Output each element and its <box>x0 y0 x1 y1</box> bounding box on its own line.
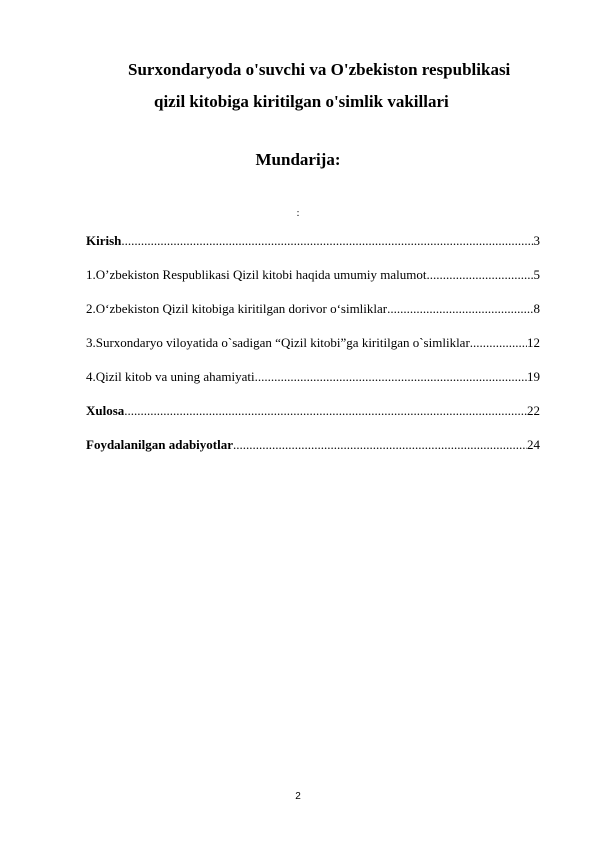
toc-entry-page: 5 <box>533 267 540 282</box>
toc-dot-leader <box>121 228 533 254</box>
toc-entry-1[interactable] <box>86 262 540 296</box>
toc-entry-kirish[interactable] <box>86 228 540 262</box>
contents-heading: Mundarija: <box>255 150 341 169</box>
toc-entry-label: Foydalanilgan adabiyotlar <box>86 437 233 452</box>
toc-dot-leader <box>255 364 527 390</box>
toc-entry-page: 8 <box>533 301 540 316</box>
toc-entry-label: Kirish <box>86 233 122 248</box>
toc-entry-2[interactable] <box>86 296 540 330</box>
toc-entry-label: 4.Qizil kitob va uning ahamiyati <box>86 369 255 384</box>
toc-entry-page: 22 <box>527 403 540 418</box>
toc-dot-leader <box>427 262 534 288</box>
toc-entry-label: 1.O’zbekiston Respublikasi Qizil kitobi haqida umumiy malumot <box>86 267 427 282</box>
toc-entry-label: 3.Surxondaryo viloyatida o`sadigan “Qizil kitobi”ga kiritilgan o`simliklar <box>86 335 470 350</box>
toc-entry-4[interactable] <box>86 364 540 398</box>
page-number: 2 <box>295 791 301 802</box>
toc-dot-leader <box>124 398 527 424</box>
toc-entry-page: 12 <box>527 335 540 350</box>
toc-entry-adabiyotlar[interactable] <box>86 432 540 466</box>
toc-entry-3[interactable] <box>86 330 540 364</box>
table-of-contents <box>86 228 540 466</box>
toc-entry-page: 3 <box>533 233 540 248</box>
separator-mark: : <box>296 208 300 219</box>
toc-entry-page: 24 <box>527 437 540 452</box>
toc-dot-leader <box>233 432 527 458</box>
toc-entry-label: 2.O‘zbekiston Qizil kitobiga kiritilgan dorivor o‘simliklar <box>86 301 388 316</box>
document-title-line-1: Surxondaryoda o'suvchi va O'zbekiston respublikasi <box>128 60 511 79</box>
toc-entry-label: Xulosa <box>86 403 125 418</box>
document-title-line-2: qizil kitobiga kiritilgan o'simlik vakillari <box>154 92 449 111</box>
toc-entry-xulosa[interactable] <box>86 398 540 432</box>
toc-dot-leader <box>387 296 533 322</box>
toc-dot-leader <box>470 330 527 356</box>
toc-entry-page: 19 <box>527 369 540 384</box>
